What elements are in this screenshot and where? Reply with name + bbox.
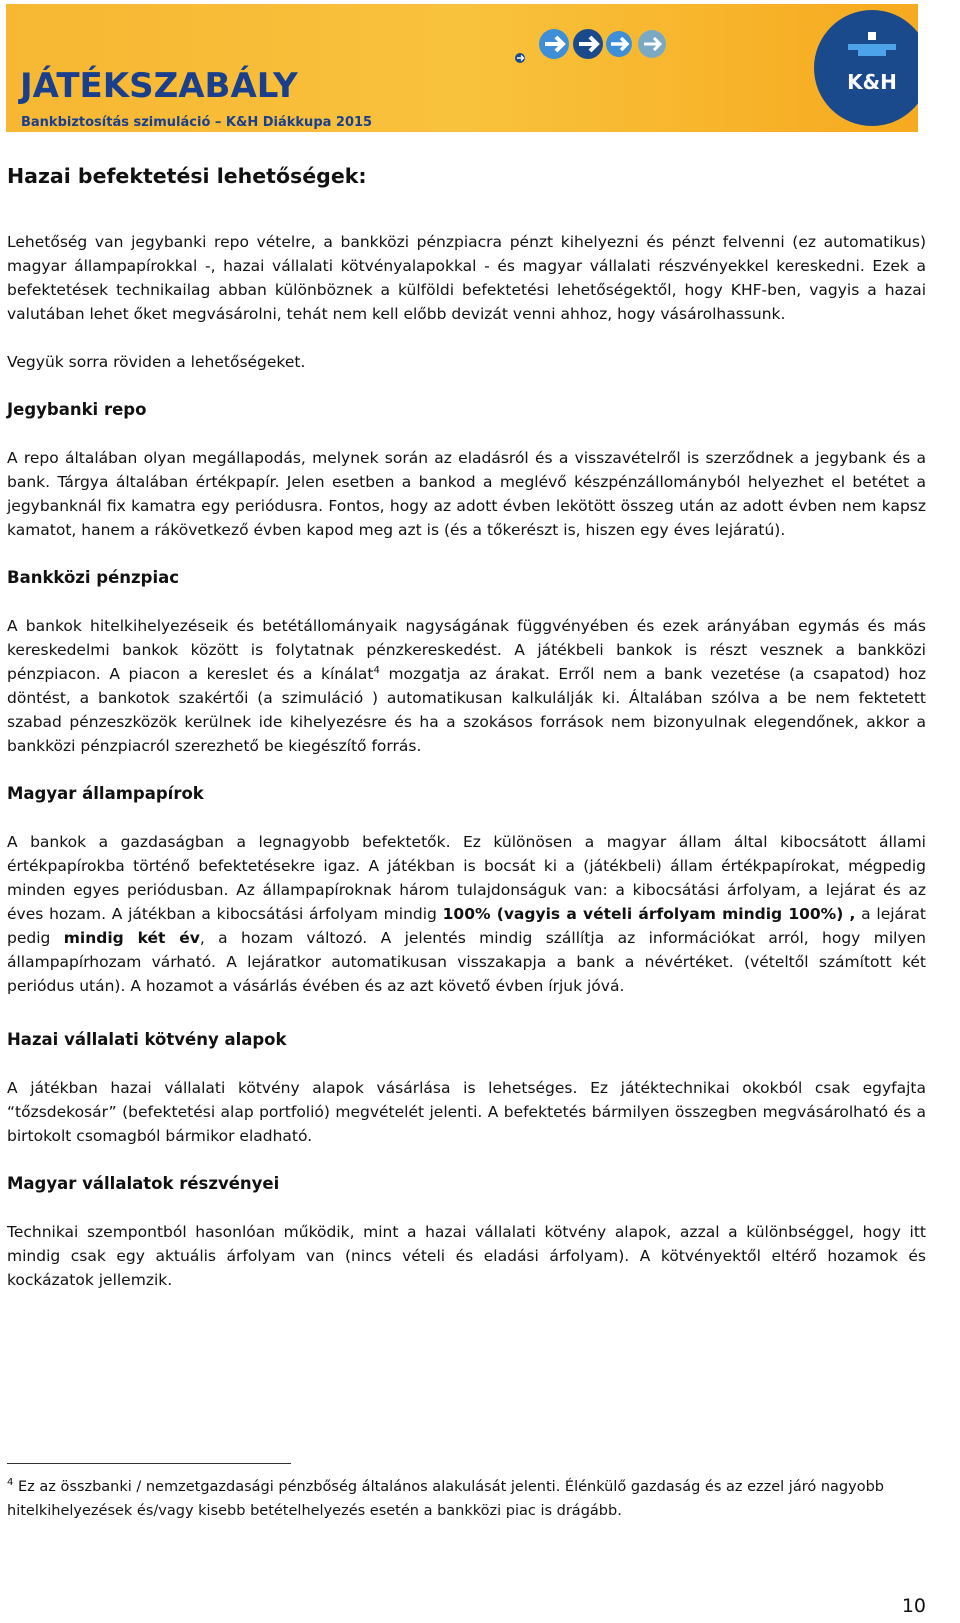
gov-bonds-paragraph: A bankok a gazdaságban a legnagyobb befektetők. Ez különösen a magyar állam által kibocsátott állami értékpapírokba történő befektetésekre igaz. A játékban is bocsát ki a (játékbeli) állam értékpapírokat, mégpedig minden egyes periódusban. Az állampapíroknak három tulajdonságuk van: a kibocsátási árfolyam, a lejárat és az éves hozam. A játékban a kibocsátási árfolyam mindig 100% (vagyis a vételi árfolyam mindig 100%) , a lejárat pedig mindig két év, a hozam változó. A jelentés mindig szállítja az információkat arról, hogy milyen állampapírhozam várható. A lejáratkor automatikusan visszakapja a bank a névértéket. (vételtől számított két periódus után). A hozamot a vásárlás évében és az azt követő évben írjuk jóvá. bbox=[7, 833, 926, 995]
footnote-divider bbox=[7, 1463, 291, 1464]
arrow-decoration-icon bbox=[506, 26, 676, 70]
section-title-interbank: Bankközi pénzpiac bbox=[7, 568, 180, 587]
intro-paragraph: Vegyük sorra röviden a lehetőségeket. bbox=[7, 353, 306, 371]
intro-paragraph: Lehetőség van jegybanki repo vételre, a bankközi pénzpiacra pénzt kihelyezni és pénzt felvenni (ez automatikus) magyar állampapírokkal -, hazai vállalati kötvényalapokkal - és magyar vállalati részvényekkel kereskedni. Ezek a befektetések technikailag abban különböznek a külföldi befektetési lehetőségektől, hogy KHF-ben, vagyis a hazai valutában lehet őket megvásárolni, tehát nem kell előbb devizát venni ahhoz, hogy vásárolhassunk. bbox=[7, 233, 926, 323]
corp-bond-funds-paragraph: A játékban hazai vállalati kötvény alapok vásárlása is lehetséges. Ez játéktechnikai okokból csak egyfajta “tőzsdekosár” (befektetési alap portfolió) megvételét jelenti. A befektetés bármilyen összegben megvásárolható és a birtokolt csomagból bármikor eladható. bbox=[7, 1079, 926, 1145]
arrow-circle-icon bbox=[539, 29, 569, 59]
section-title-repo: Jegybanki repo bbox=[7, 400, 147, 419]
document-brand-subtitle: Bankbiztosítás szimuláció – K&H Diákkupa 2015 bbox=[21, 115, 373, 130]
document-body bbox=[7, 162, 926, 1292]
arrow-circle-icon bbox=[606, 31, 632, 57]
kh-logo-mark-icon bbox=[844, 32, 900, 66]
logo-text: K&H bbox=[847, 70, 897, 94]
arrow-circle-icon bbox=[638, 30, 666, 58]
footnote-number: 4 bbox=[7, 1477, 14, 1489]
section-title-shares: Magyar vállalatok részvényei bbox=[7, 1174, 280, 1193]
footnote: $^4$ Ez az összbanki / nemzetgazdasági pénzbőség általános alakulását jelenti. Élénkülő gazdaság és az ezzel járó nagyobb hitelkihelyezések és/vagy kisebb betételhelyezés esetén a bankközi piac is drágább. bbox=[7, 1477, 884, 1519]
shares-paragraph: Technikai szempontból hasonlóan működik, mint a hazai vállalati kötvény alapok, azzal a különbséggel, hogy itt mindig csak egy aktuális árfolyam van (nincs vételi és eladási árfolyam). A kötvényektől eltérő hozamok és kockázatok jellemzik. bbox=[7, 1223, 926, 1289]
kh-logo bbox=[814, 10, 918, 126]
interbank-paragraph: A bankok hitelkihelyezéseik és betétállományaik nagyságának függvényében és ezek arányában egymás és más kereskedelmi bankok között is folytatnak pénzkereskedést. A játékbeli bankok is részt vesznek a bankközi pénzpiacon. A piacon a kereslet és a kínálat$^4$ mozgatja az árakat. Erről nem a bank vezetése (a csapatod) hoz döntést, a bankotok szakértői (a szimuláció ) automatikusan kalkulálják ki. Általában szólva a be nem fektetett szabad pénzeszközök kerülnek ide kihelyezésre és ha a szokásos források nem bizonyulnak elegendőnek, akkor a bankközi pénzpiacról szerezhető be kiegészítő forrás. bbox=[7, 617, 926, 755]
arrow-circle-icon bbox=[573, 29, 603, 59]
small-arrow-icon bbox=[515, 53, 525, 63]
page-number: 10 bbox=[901, 1595, 926, 1617]
section-title-gov-bonds: Magyar állampapírok bbox=[7, 784, 204, 803]
page-heading: Hazai befektetési lehetőségek: bbox=[7, 164, 367, 188]
header-banner bbox=[6, 4, 918, 132]
bold-text: 100% (vagyis a vételi árfolyam mindig 100%) , bbox=[442, 905, 856, 923]
document-brand-title: JÁTÉKSZABÁLY bbox=[20, 66, 298, 106]
footnote-reference: 4 bbox=[373, 664, 380, 676]
section-title-corp-bond-funds: Hazai vállalati kötvény alapok bbox=[7, 1030, 287, 1049]
bold-text: mindig két év bbox=[63, 929, 200, 947]
repo-paragraph: A repo általában olyan megállapodás, melynek során az eladásról és a visszavételről is szerződnek a jegybank és a bank. Tárgya általában értékpapír. Jelen esetben a bankod a meglévő készpénzállományból helyezhet el betétet a jegybanknál fix kamatra egy periódusra. Fontos, hogy az adott évben lekötött összeg után az adott évben nem kapsz kamatot, hanem a rákövetkező évben kapod meg azt is (és a tőkerészt is, hiszen egy éves lejáratú). bbox=[7, 449, 926, 539]
